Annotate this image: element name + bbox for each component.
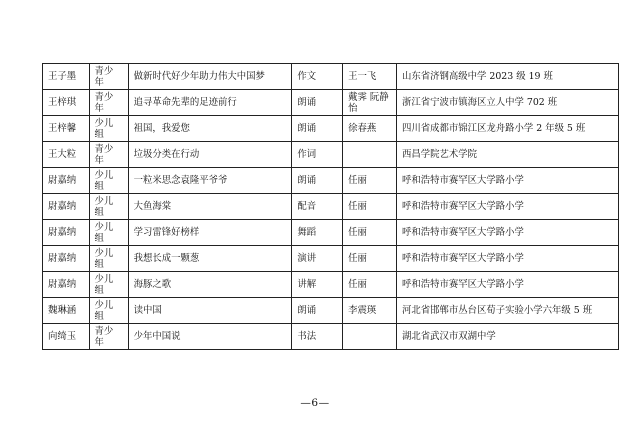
table-row — [43, 194, 619, 220]
teacher-cell: 任丽 — [343, 272, 397, 298]
age-group-cell: 少儿组 — [89, 220, 128, 246]
page-number: —6— — [300, 397, 330, 409]
work-title-cell: 海豚之歌 — [128, 272, 292, 298]
category-cell: 朗诵 — [292, 168, 343, 194]
school-cell: 西昌学院艺术学院 — [397, 142, 619, 168]
participant-name-cell: 尉嘉纳 — [43, 220, 90, 246]
work-title-cell: 垃圾分类在行动 — [128, 142, 292, 168]
age-group-cell: 青少年 — [89, 90, 128, 116]
participant-name-cell: 向绮玉 — [43, 324, 90, 350]
table-row — [43, 116, 619, 142]
school-cell: 河北省邯郸市丛台区荀子实验小学六年级 5 班 — [397, 298, 619, 324]
school-cell: 呼和浩特市赛罕区大学路小学 — [397, 168, 619, 194]
participant-name-cell: 王大粒 — [43, 142, 90, 168]
teacher-cell: 李震瑛 — [343, 298, 397, 324]
age-group-cell: 少儿组 — [89, 272, 128, 298]
age-group-cell: 青少年 — [89, 142, 128, 168]
school-cell: 呼和浩特市赛罕区大学路小学 — [397, 220, 619, 246]
participant-name-cell: 王梓馨 — [43, 116, 90, 142]
work-title-cell: 读中国 — [128, 298, 292, 324]
age-group-cell: 少儿组 — [89, 246, 128, 272]
school-cell: 呼和浩特市赛罕区大学路小学 — [397, 272, 619, 298]
category-cell: 作词 — [292, 142, 343, 168]
category-cell: 讲解 — [292, 272, 343, 298]
participant-name-cell: 王子墨 — [43, 64, 90, 90]
participant-name-cell: 尉嘉纳 — [43, 246, 90, 272]
school-cell: 湖北省武汉市双湖中学 — [397, 324, 619, 350]
participant-name-cell: 尉嘉纳 — [43, 272, 90, 298]
teacher-cell: 任丽 — [343, 168, 397, 194]
work-title-cell: 一粒米思念袁隆平爷爷 — [128, 168, 292, 194]
participant-name-cell: 尉嘉纳 — [43, 168, 90, 194]
teacher-cell: 任丽 — [343, 220, 397, 246]
work-title-cell: 祖国，我爱您 — [128, 116, 292, 142]
category-cell: 作文 — [292, 64, 343, 90]
participant-name-cell: 尉嘉纳 — [43, 194, 90, 220]
school-cell: 呼和浩特市赛罕区大学路小学 — [397, 194, 619, 220]
award-list-table — [42, 63, 619, 350]
age-group-cell: 青少年 — [89, 324, 128, 350]
work-title-cell: 做新时代好少年助力伟大中国梦 — [128, 64, 292, 90]
table-row — [43, 324, 619, 350]
school-cell: 呼和浩特市赛罕区大学路小学 — [397, 246, 619, 272]
teacher-cell — [343, 324, 397, 350]
category-cell: 朗诵 — [292, 90, 343, 116]
teacher-cell: 徐春燕 — [343, 116, 397, 142]
table-row — [43, 220, 619, 246]
table-row — [43, 90, 619, 116]
school-cell: 四川省成都市锦江区龙舟路小学 2 年级 5 班 — [397, 116, 619, 142]
participant-name-cell: 王梓琪 — [43, 90, 90, 116]
table-row — [43, 142, 619, 168]
age-group-cell: 少儿组 — [89, 194, 128, 220]
work-title-cell: 少年中国说 — [128, 324, 292, 350]
work-title-cell: 大鱼海棠 — [128, 194, 292, 220]
participant-name-cell: 魏琳涵 — [43, 298, 90, 324]
teacher-cell: 戴霁 阮静怡 — [343, 90, 397, 116]
award-list-body — [43, 64, 619, 350]
table-row — [43, 272, 619, 298]
category-cell: 朗诵 — [292, 116, 343, 142]
category-cell: 书法 — [292, 324, 343, 350]
category-cell: 朗诵 — [292, 298, 343, 324]
table-row — [43, 168, 619, 194]
school-cell: 浙江省宁波市镇海区立人中学 702 班 — [397, 90, 619, 116]
work-title-cell: 追寻革命先辈的足迹前行 — [128, 90, 292, 116]
table-row — [43, 298, 619, 324]
age-group-cell: 青少年 — [89, 64, 128, 90]
category-cell: 演讲 — [292, 246, 343, 272]
teacher-cell — [343, 142, 397, 168]
work-title-cell: 我想长成一颗葱 — [128, 246, 292, 272]
table-row — [43, 246, 619, 272]
table-row — [43, 64, 619, 90]
age-group-cell: 少儿组 — [89, 168, 128, 194]
school-cell: 山东省济钢高级中学 2023 级 19 班 — [397, 64, 619, 90]
category-cell: 配音 — [292, 194, 343, 220]
teacher-cell: 任丽 — [343, 246, 397, 272]
age-group-cell: 少儿组 — [89, 298, 128, 324]
teacher-cell: 王一飞 — [343, 64, 397, 90]
work-title-cell: 学习雷锋好榜样 — [128, 220, 292, 246]
teacher-cell: 任丽 — [343, 194, 397, 220]
age-group-cell: 少儿组 — [89, 116, 128, 142]
category-cell: 舞蹈 — [292, 220, 343, 246]
